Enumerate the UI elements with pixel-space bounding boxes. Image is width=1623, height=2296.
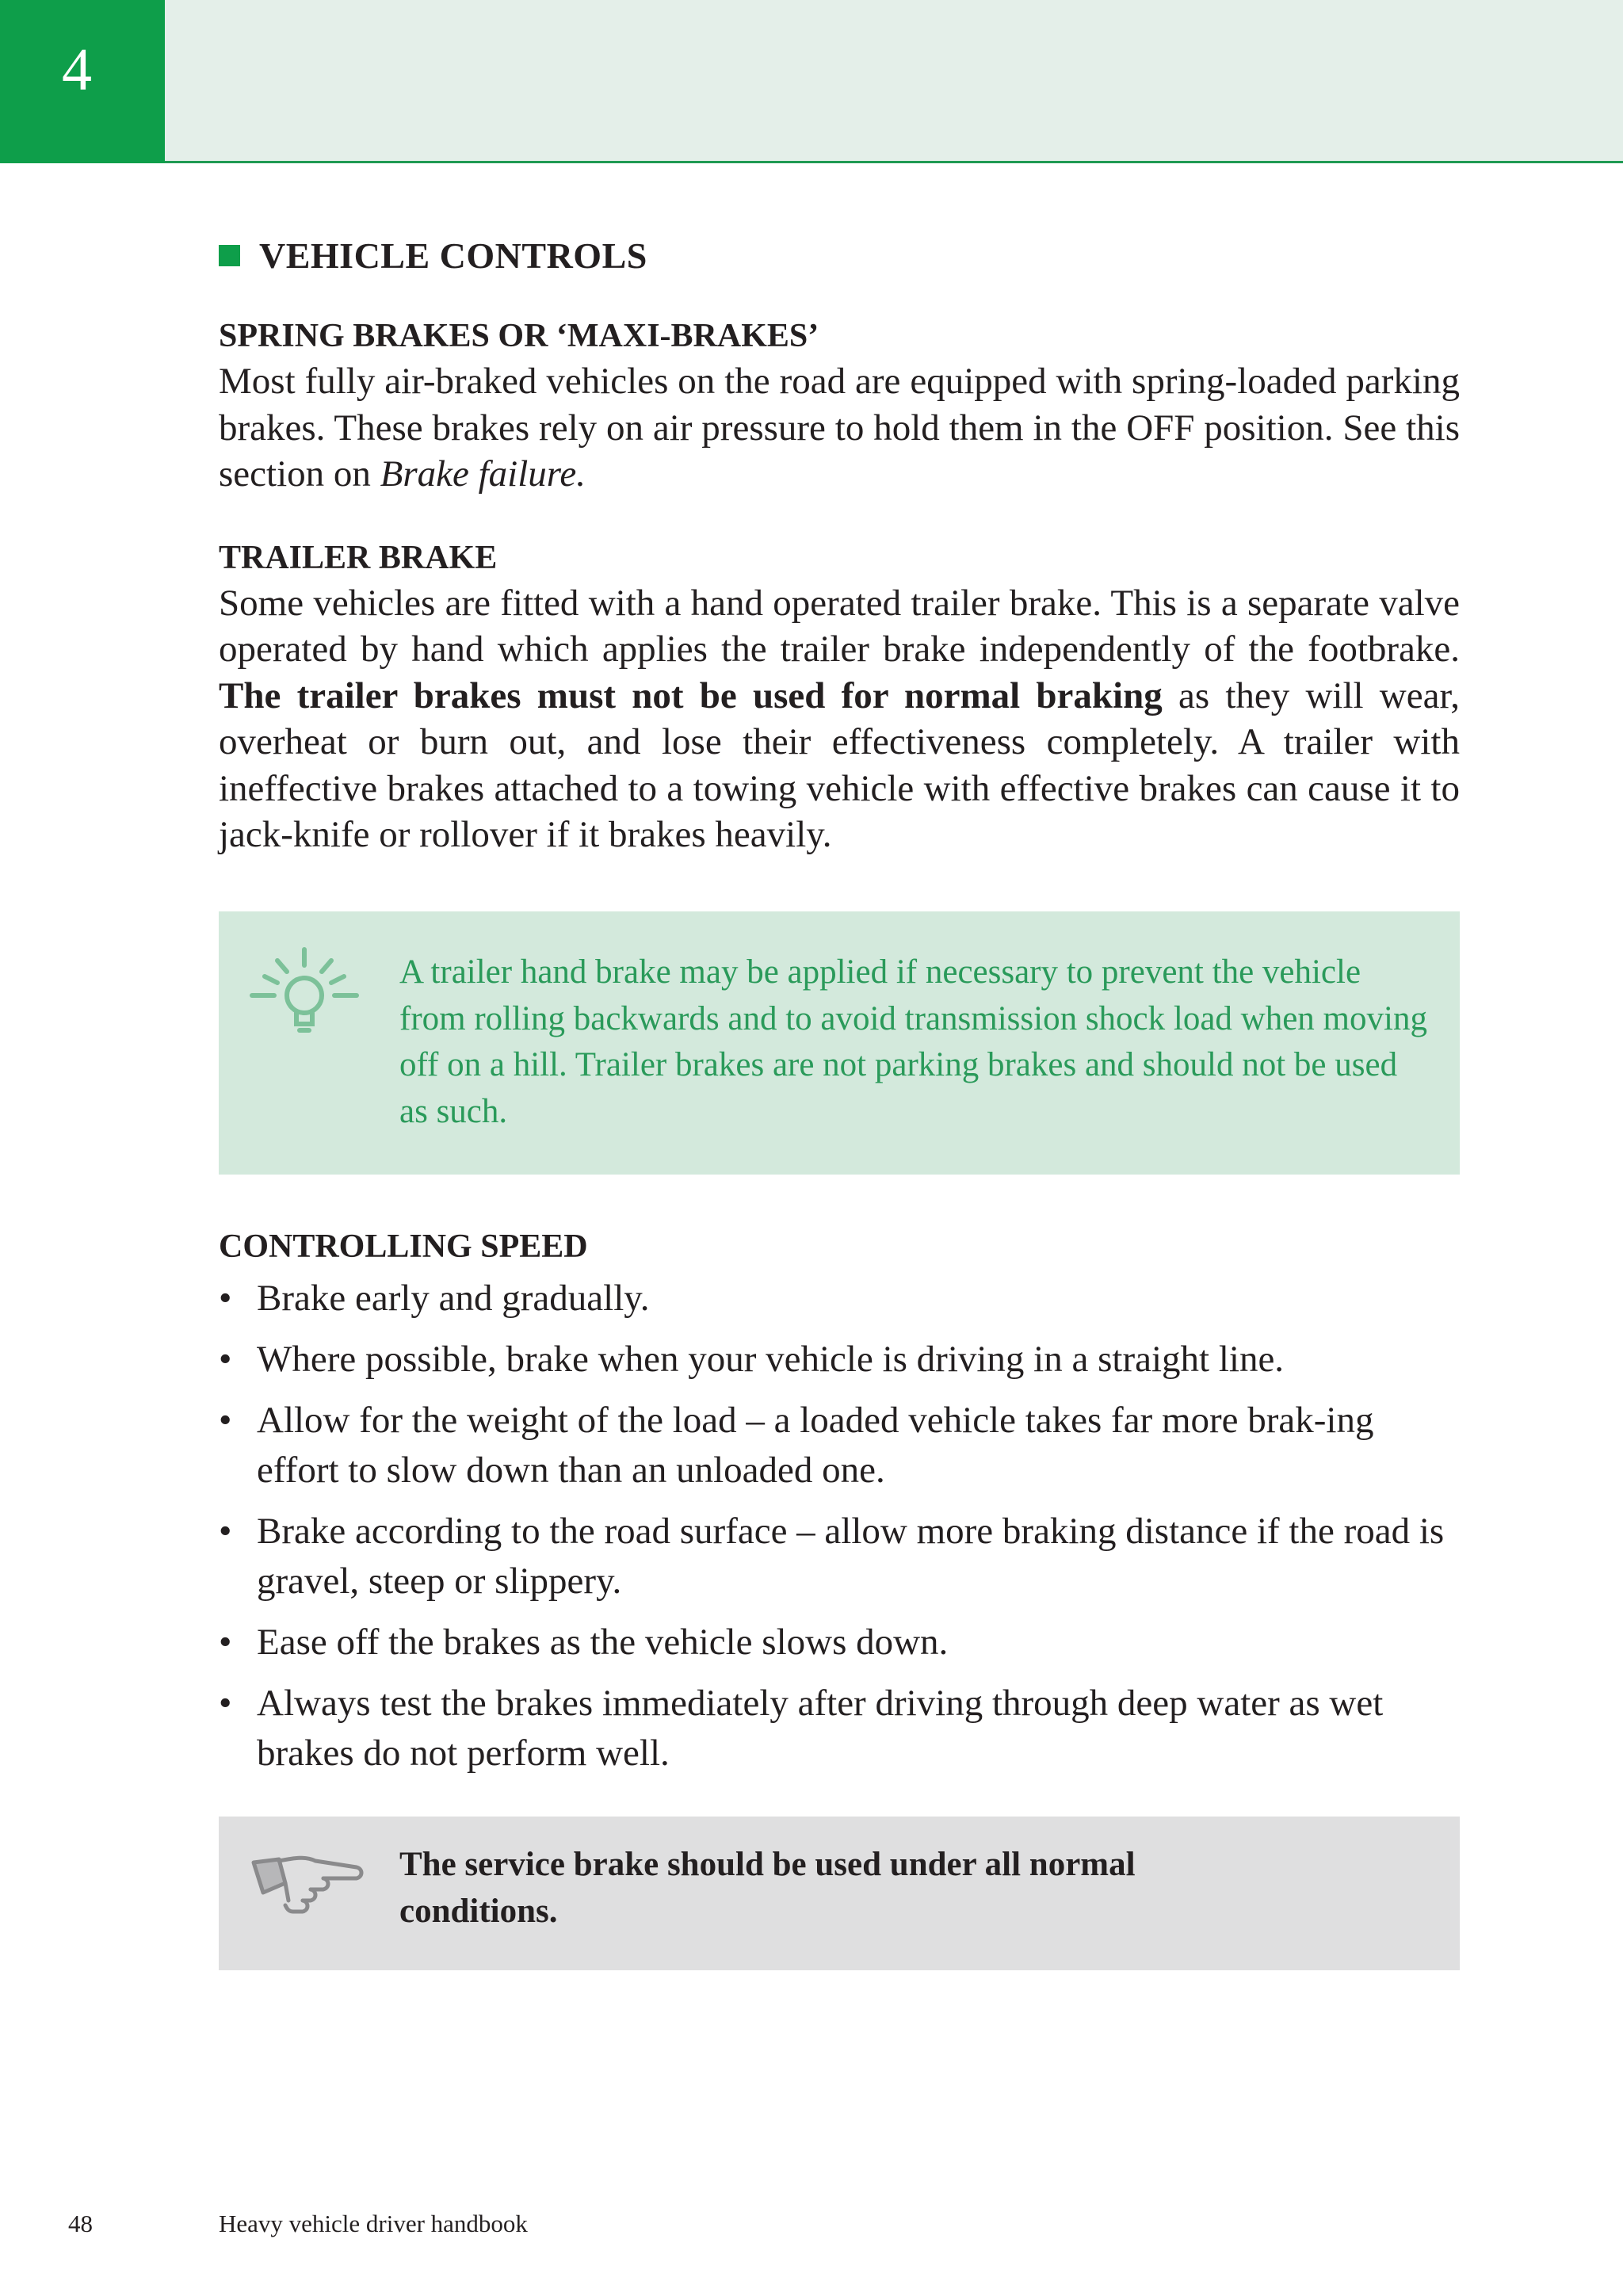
bullet-icon: •	[219, 1683, 232, 1724]
bullet-icon: •	[219, 1339, 232, 1380]
trailer-brake-body	[219, 580, 1460, 858]
section-marker-icon	[219, 245, 240, 266]
list-item-text: Brake according to the road surface – allow more braking distance if the road is gravel, steep or slippery.	[257, 1511, 1445, 1602]
list-item-text: Ease off the brakes as the vehicle slows down.	[257, 1622, 949, 1663]
chapter-number: 4	[62, 36, 92, 103]
list-item	[219, 1618, 1460, 1668]
list-item-text: Allow for the weight of the load – a loaded vehicle takes far more brak-ing effort to slow down than an unloaded one.	[257, 1400, 1374, 1491]
tip-box	[219, 911, 1460, 1175]
controlling-speed-heading: CONTROLLING SPEED	[219, 1228, 588, 1265]
note-box	[219, 1817, 1460, 1970]
list-item-text: Always test the brakes immediately after driving through deep water as wet brakes do not perform well.	[257, 1683, 1384, 1774]
list-item	[219, 1507, 1460, 1606]
pointing-hand-icon	[247, 1845, 366, 1932]
list-item	[219, 1679, 1460, 1778]
trailer-brake-text-1: Some vehicles are fitted with a hand operated trailer brake. This is a separate valve operated by hand which applies the trailer brake independently of the footbrake.	[219, 582, 1460, 670]
list-item-text: Where possible, brake when your vehicle is driving in a straight line.	[257, 1339, 1285, 1380]
trailer-brake-heading: TRAILER BRAKE	[219, 539, 498, 576]
bullet-icon: •	[219, 1400, 232, 1441]
bullet-icon: •	[219, 1511, 232, 1552]
main-content	[219, 231, 1460, 858]
controlling-speed-section	[219, 1224, 1460, 1790]
trailer-brake-warning: The trailer brakes must not be used for normal braking	[219, 674, 1163, 716]
section-title	[219, 231, 1460, 279]
footer-title: Heavy vehicle driver handbook	[219, 2210, 528, 2237]
section-title-text: VEHICLE CONTROLS	[259, 235, 647, 276]
controlling-speed-list	[219, 1274, 1460, 1778]
list-item-text: Brake early and gradually.	[257, 1278, 650, 1319]
bullet-icon: •	[219, 1622, 232, 1663]
list-item	[219, 1396, 1460, 1496]
spring-brakes-heading: SPRING BRAKES OR ‘MAXI-BRAKES’	[219, 318, 819, 354]
spring-brakes-body	[219, 358, 1460, 498]
list-item	[219, 1274, 1460, 1324]
lightbulb-icon	[249, 946, 360, 1041]
trailer-brake-text-2: as they will wear, overheat or burn out, and lose their effectiveness completely. A trailer with ineffective brakes attached to a towing vehicle with effective brakes can cause it to jack-knife or rollover if it brakes heavily.	[219, 674, 1460, 855]
note-text: The service brake should be used under all normal conditions.	[399, 1846, 1136, 1930]
tip-text: A trailer hand brake may be applied if necessary to prevent the vehicle from rolling backwards and to avoid transmission shock load when moving off on a hill. Trailer brakes are not parking brakes and should not be used as such.	[399, 953, 1427, 1130]
bullet-icon: •	[219, 1278, 232, 1319]
header-band	[0, 0, 1623, 163]
spring-brakes-text: Most fully air-braked vehicles on the road are equipped with spring-loaded parking brakes. These brakes rely on air pressure to hold them in the OFF position. See this section on	[219, 361, 1460, 495]
page-number: 48	[68, 2210, 93, 2237]
list-item	[219, 1335, 1460, 1385]
brake-failure-reference: Brake failure.	[380, 453, 586, 495]
chapter-tab	[0, 0, 165, 163]
